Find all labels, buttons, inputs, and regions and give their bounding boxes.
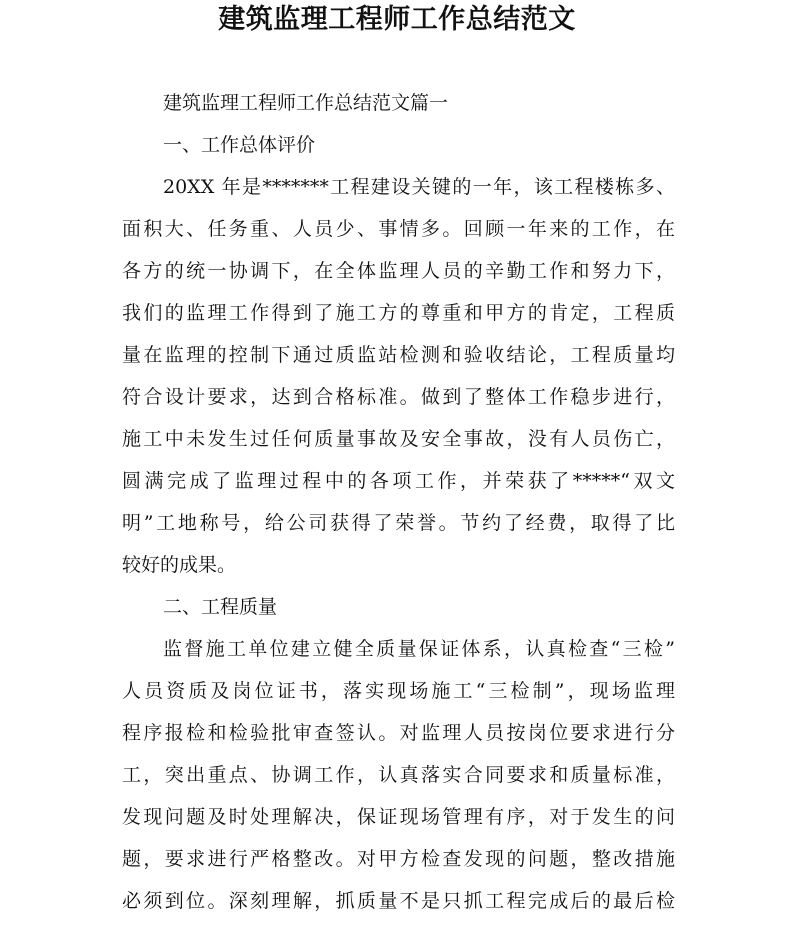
section-heading-engineering-quality: 二、工程质量 — [163, 596, 278, 618]
paragraph-line: 监督施工单位建立健全质量保证体系，认真检查“三检” — [163, 638, 675, 660]
paragraph-line: 圆满完成了监理过程中的各项工作，并荣获了*****“双文 — [122, 470, 675, 492]
paragraph-line: 面积大、任务重、人员少、事情多。回顾一年来的工作，在 — [122, 218, 675, 240]
paragraph-line: 我们的监理工作得到了施工方的尊重和甲方的肯定，工程质 — [122, 302, 675, 324]
paragraph-line: 发现问题及时处理解决，保证现场管理有序，对于发生的问 — [122, 806, 675, 828]
document-title: 建筑监理工程师工作总结范文 — [218, 4, 576, 35]
paragraph-line: 较好的成果。 — [122, 554, 237, 576]
paragraph-line: 人员资质及岗位证书，落实现场施工“三检制”，现场监理 — [122, 680, 675, 702]
paragraph-line: 量在监理的控制下通过质监站检测和验收结论，工程质量均 — [122, 344, 675, 366]
paragraph-line: 各方的统一协调下，在全体监理人员的辛勤工作和努力下， — [122, 260, 675, 282]
paragraph-line: 题，要求进行严格整改。对甲方检查发现的问题，整改措施 — [122, 848, 675, 870]
paragraph-line: 工，突出重点、协调工作，认真落实合同要求和质量标准， — [122, 764, 675, 786]
article-title: 建筑监理工程师工作总结范文篇一 — [163, 92, 449, 114]
section-heading-overall-evaluation: 一、工作总体评价 — [163, 134, 316, 156]
paragraph-line: 符合设计要求，达到合格标准。做到了整体工作稳步进行， — [122, 386, 675, 408]
paragraph-line: 程序报检和检验批审查签认。对监理人员按岗位要求进行分 — [122, 722, 675, 744]
paragraph-line: 20XX 年是*******工程建设关键的一年，该工程楼栋多、 — [163, 176, 675, 198]
paragraph-line: 明”工地称号，给公司获得了荣誉。节约了经费，取得了比 — [122, 512, 675, 534]
paragraph-line: 施工中未发生过任何质量事故及安全事故，没有人员伤亡， — [122, 428, 675, 450]
paragraph-line: 必须到位。深刻理解，抓质量不是只抓工程完成后的最后检 — [122, 890, 675, 912]
